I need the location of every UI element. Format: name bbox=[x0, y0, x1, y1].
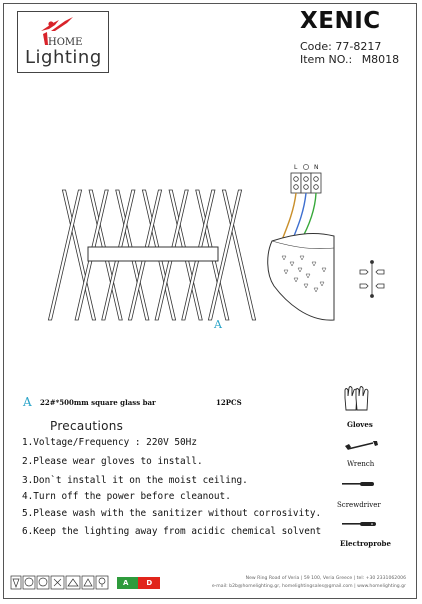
energy-class-badge bbox=[117, 577, 160, 589]
screwdriver-icon bbox=[342, 482, 374, 486]
wrench-icon bbox=[345, 441, 378, 450]
logo-home-text: HOME bbox=[48, 37, 83, 48]
product-title: XENIC bbox=[300, 8, 381, 34]
precautions-title: Precautions bbox=[50, 419, 124, 433]
product-code-label: Code: bbox=[300, 40, 332, 53]
glass-bar bbox=[48, 190, 81, 320]
mounting-screws-icon bbox=[360, 261, 384, 298]
wire-label-l: L bbox=[294, 164, 298, 171]
tool-label-wrench: Wrench bbox=[347, 460, 375, 468]
indoor-only-icon bbox=[66, 576, 80, 589]
precaution-item: 5.Please wash with the sanitizer without corrosivity. bbox=[22, 508, 322, 519]
energy-class-to: D bbox=[138, 577, 160, 589]
product-item-label: Item NO.: bbox=[300, 53, 353, 66]
class-ii-icon bbox=[82, 576, 94, 589]
tool-label-electroprobe: Electroprobe bbox=[340, 539, 391, 548]
wire-label-n: N bbox=[314, 164, 319, 171]
footer-address: New Ring Road of Veria | 59 100, Veria Greece | tel: +30 2331062006 bbox=[245, 576, 406, 581]
footer-contacts: e-mail: b2b@homelighting.gr, homelightingsales@gmail.com | www.homelighting.gr bbox=[211, 584, 406, 589]
precaution-item: 3.Don`t install it on the moist ceiling. bbox=[22, 475, 248, 486]
precaution-item: 6.Keep the lighting away from acidic chemical solvent bbox=[22, 526, 322, 537]
glass-bar bbox=[222, 190, 255, 320]
fixture-part-marker: A bbox=[214, 318, 222, 331]
precaution-item: 1.Voltage/Frequency : 220V 50Hz bbox=[22, 437, 197, 448]
precaution-item: 4.Turn off the power before cleanout. bbox=[22, 491, 231, 502]
precaution-item: 2.Please wear gloves to install. bbox=[22, 456, 203, 467]
tool-label-screwdriver: Screwdriver bbox=[337, 501, 381, 509]
part-letter: A bbox=[23, 395, 32, 409]
terminal-block bbox=[291, 173, 321, 193]
part-quantity: 12PCS bbox=[216, 398, 242, 407]
ground-icon bbox=[303, 164, 308, 169]
certification-icons bbox=[11, 576, 108, 589]
logo-lighting-text: Lighting bbox=[25, 47, 102, 68]
fixture-front-view bbox=[48, 190, 255, 320]
electroprobe-icon bbox=[342, 522, 376, 526]
energy-class-from: A bbox=[117, 577, 138, 589]
fixture-side-profile bbox=[268, 233, 334, 320]
gloves-icon bbox=[345, 387, 368, 411]
product-item-value: M8018 bbox=[361, 53, 400, 66]
part-description: 22#*500mm square glass bar bbox=[40, 398, 156, 407]
product-code-value: 77-8217 bbox=[335, 40, 382, 53]
tool-label-gloves: Gloves bbox=[347, 420, 373, 429]
